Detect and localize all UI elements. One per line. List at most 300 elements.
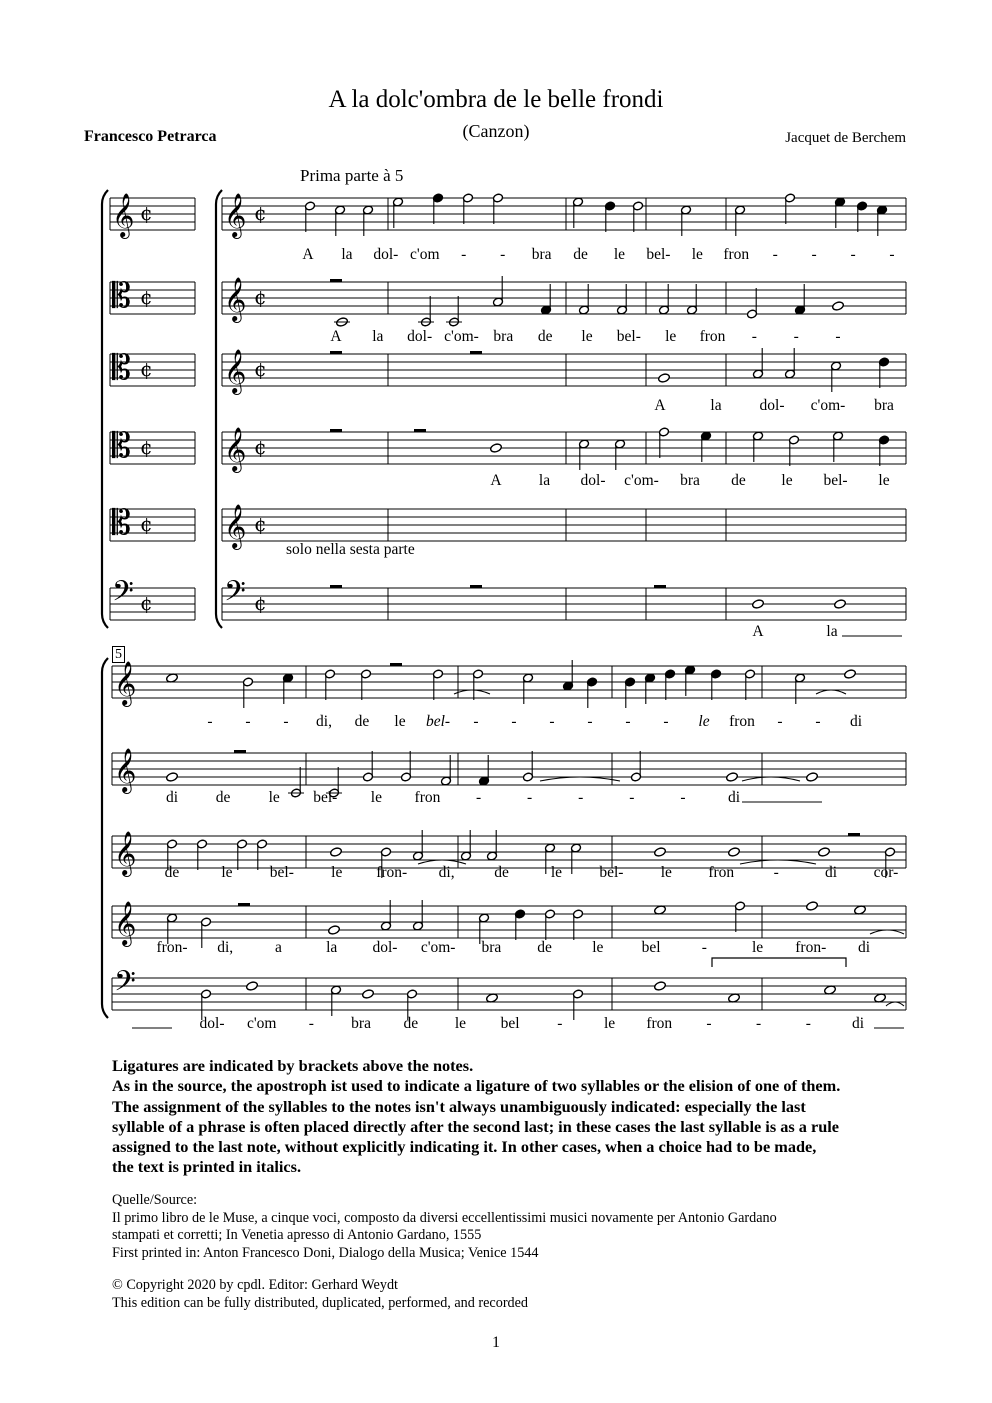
quarter-note [624,677,635,708]
lyric-syllable: de [573,246,588,263]
performance-direction: solo nella sesta parte [286,541,415,558]
copyright-info [112,1277,528,1312]
quarter-note [876,205,887,236]
half-note [324,669,335,700]
treble-clef: 𝄞 [114,661,137,705]
lyric-syllable: fron [729,713,755,730]
half-note [360,669,371,700]
lyrics-line [207,713,862,730]
half-note [400,751,411,782]
lyric-syllable: le [613,246,626,263]
staff [112,753,906,785]
lyric-syllable: A [330,328,342,345]
lyrics-line [490,472,889,489]
quarter-note [586,677,597,708]
lyric-syllable: la [372,328,384,345]
lyric-syllable: le [751,939,764,956]
half-note [680,205,691,236]
lyric-syllable: di [727,789,741,806]
lyric-syllable: - [557,1015,563,1032]
tie [742,777,800,781]
lyric-syllable: le [660,864,672,881]
lyric-syllable: - [811,246,817,263]
treble-clef: 𝄞 [114,748,137,792]
whole-rest [470,351,482,354]
quarter-note [478,755,489,786]
part-label: Prima parte à 5 [300,166,404,185]
quarter-note [700,431,711,462]
whole-note [328,925,341,936]
time-signature: ¢ [254,201,267,225]
lyric-syllable: - [283,713,289,730]
lyric-syllable: le [781,472,793,489]
c-clef-incipit: 𝄡 [112,503,131,543]
lyric-syllable: di [851,1015,865,1032]
treble-clef: 𝄞 [224,193,247,237]
half-note [784,348,795,379]
half-note [392,197,403,228]
notehead [752,599,765,610]
half-note [288,767,304,798]
half-note [734,205,745,236]
editorial-notes [112,1056,912,1178]
lyric-syllable: di, [217,939,234,956]
lyric-syllable: - [511,713,517,730]
half-note [486,830,497,861]
lyric-syllable: - [772,246,778,263]
tie [886,1002,904,1006]
lyric-syllable: le [698,713,710,730]
lyric-syllable: - [850,246,856,263]
half-note [734,901,745,932]
notehead [658,373,671,384]
lyric-syllable: di, [438,864,455,881]
staff [222,198,906,230]
poet-name: Francesco Petrarca [84,128,217,145]
lyric-syllable: la [538,472,551,489]
lyric-syllable: de [164,864,180,881]
staff [112,978,906,1010]
system-bracket [102,190,108,628]
lyric-syllable: fron- [376,864,408,881]
quarter-note [562,660,573,691]
lyric-syllable: bel- [599,864,624,881]
half-note [196,839,207,870]
notehead [330,847,343,858]
half-rest [330,279,342,282]
treble-clef: 𝄞 [114,901,137,945]
whole-rest [330,585,342,588]
time-signature: ¢ [254,435,267,459]
lyric-syllable: c'om [410,246,440,263]
lyric-syllable: le [592,939,604,956]
half-note [830,361,841,392]
notehead [844,669,857,680]
lyric-syllable: c'om- [624,472,659,489]
notehead [328,925,341,936]
quarter-note [540,284,551,315]
lyric-syllable: - [549,713,555,730]
quarter-note [432,193,443,224]
lyric-syllable: - [756,1015,762,1032]
lyric-syllable: c'om- [810,397,846,414]
time-signature: ¢ [140,201,153,225]
lyric-syllable: la [341,246,353,263]
half-note [492,193,503,224]
license-line: This edition can be fully distributed, duplicated, performed, and recorded [112,1294,529,1311]
half-note [492,276,503,307]
lyric-syllable: c'om- [420,939,456,956]
half-note [460,830,471,861]
lyric-syllable: fron [723,246,750,263]
lyric-syllable: - [805,1015,811,1032]
lyric-syllable: fron- [156,939,188,956]
ligature-bracket [712,958,846,967]
quarter-note [604,201,615,232]
lyric-syllable: bel- [313,789,338,806]
quarter-note [282,673,293,704]
lyric-syllable: di [165,789,179,806]
lyric-syllable: - [245,713,251,730]
treble-clef: 𝄞 [114,831,137,875]
lyric-syllable: A [752,623,764,640]
lyric-syllable: fron [414,789,441,806]
lyric-syllable: bra [531,246,552,263]
whole-note [654,847,667,858]
quarter-note [710,669,721,700]
lyric-syllable: - [308,1015,314,1032]
staff [222,509,906,541]
half-note [522,751,533,782]
lyric-syllable: le [454,1015,467,1032]
lyric-syllable: A [654,397,666,414]
lyric-syllable: - [475,789,482,806]
lyric-syllable: fron [708,864,735,881]
quarter-note [684,665,695,696]
bass-clef: 𝄢 [114,965,136,1005]
tie [816,690,846,694]
c-clef-incipit: 𝄡 [112,276,131,316]
lyric-syllable: - [706,1015,712,1032]
lyric-syllable: de [354,713,370,730]
treble-clef: 𝄞 [224,427,247,471]
lyric-syllable: - [461,246,467,263]
half-note [794,673,805,704]
half-note [330,985,341,1016]
whole-note [166,772,179,783]
note-line: As in the source, the apostroph ist used to indicate a ligature of two syllables or the elision of one of them. [112,1076,841,1096]
lyric-syllable: fron [646,1015,673,1032]
whole-note [334,317,350,328]
half-note [572,909,583,940]
whole-note [658,373,671,384]
lyric-syllable: bra [481,939,502,956]
f-clef-incipit: 𝄢 [112,575,134,615]
time-signature: ¢ [140,591,153,615]
staff [112,906,906,938]
notehead [834,599,847,610]
notehead [654,981,667,992]
whole-note [806,901,819,912]
lyric-syllable: - [207,713,213,730]
lyric-syllable: la [326,939,338,956]
quarter-note [878,357,889,388]
time-signature: ¢ [254,591,267,615]
system-bracket [216,190,222,628]
lyric-syllable: le [581,328,593,345]
lyric-syllable: - [680,789,686,806]
half-rest [848,833,860,836]
lyric-syllable: a [275,939,282,956]
half-note [418,296,434,327]
staff [222,354,906,386]
lyric-syllable: - [663,713,669,730]
lyric-syllable: A [302,246,314,263]
half-note [784,193,795,224]
half-note [236,839,247,870]
lyric-syllable: fron [699,328,726,345]
lyric-syllable: de [537,939,552,956]
source-line: First printed in: Anton Francesco Doni, Dialogo della Musica; Venice 1544 [112,1244,539,1261]
notehead [818,847,831,858]
whole-note [844,669,857,680]
lyric-syllable: bra [874,397,894,414]
lyric-syllable: le [878,472,890,489]
lyric-syllable: di, [316,713,332,730]
lyric-syllable: fron- [795,939,827,956]
quarter-note [856,201,867,232]
lyric-syllable: le [550,864,563,881]
lyric-syllable: di [857,939,871,956]
page-number: 1 [492,1334,500,1351]
half-note [578,439,589,470]
half-note [570,843,581,874]
lyric-syllable: - [815,713,821,730]
lyric-syllable: de [537,328,553,345]
half-note [522,673,533,704]
copyright-line: © Copyright 2020 by cpdl. Editor: Gerhard Weydt [112,1277,398,1293]
lyric-syllable: - [793,328,799,345]
half-note [686,284,697,315]
half-note [572,989,583,1020]
lyric-syllable: le [331,864,343,881]
notehead [490,443,503,454]
lyric-syllable: bel [500,1015,520,1032]
staff [222,588,906,620]
whole-note [834,599,847,610]
tie [454,690,490,694]
half-note [658,427,669,458]
half-note [630,751,641,782]
notehead [832,301,845,312]
lyric-syllable: - [587,713,593,730]
lyric-syllable: dol- [199,1015,225,1032]
half-note [746,288,757,319]
lyric-syllable: bel- [616,328,641,345]
whole-note [752,599,765,610]
lyric-syllable: di [825,864,838,881]
whole-note [362,989,375,1000]
lyric-syllable: dol- [372,939,398,956]
whole-note [818,847,831,858]
lyrics-line [654,397,894,414]
lyric-syllable: le [691,246,703,263]
lyrics-line [157,939,871,956]
lyric-syllable: - [751,328,757,345]
treble-clef: 𝄞 [224,504,247,548]
lyric-syllable: c'om [246,1015,277,1032]
notehead [726,772,739,783]
lyric-syllable: di [849,713,863,730]
half-note [242,677,253,708]
source-info [112,1192,912,1262]
half-note [832,431,843,462]
lyric-syllable: dol- [373,246,399,263]
treble-clef: 𝄞 [224,349,247,393]
tie [540,777,620,781]
half-note [380,900,391,931]
lyric-syllable: le [603,1015,616,1032]
notehead [728,847,741,858]
half-note [658,284,669,315]
half-note [446,296,462,327]
lyric-syllable: cor- [873,864,899,881]
half-note [572,197,583,228]
lyric-syllable: bra [680,472,700,489]
tie [870,930,904,934]
notehead [362,989,375,1000]
half-note [362,205,373,236]
note-line: assigned to the last note, without explicitly indicating it. In other cases, when a choice had to be made, [112,1137,817,1157]
g-clef-incipit: 𝄞 [112,193,135,237]
whole-note [246,981,259,992]
half-note [440,755,451,786]
lyric-syllable: - [773,864,779,881]
lyric-syllable: - [777,713,783,730]
quarter-note [878,435,889,466]
lyric-syllable: de [494,864,509,881]
c-clef-incipit: 𝄡 [112,348,131,388]
c-clef-incipit: 𝄡 [112,426,131,466]
notehead [654,847,667,858]
treble-clef: 𝄞 [224,277,247,321]
time-signature: ¢ [140,512,153,536]
half-note [578,284,589,315]
half-note [744,669,755,700]
note-line: The assignment of the syllables to the notes isn't always unambiguously indicated: especially the last [112,1096,806,1116]
lyric-syllable: bel- [425,713,451,730]
lyric-syllable: - [578,789,584,806]
whole-note [728,847,741,858]
lyric-syllable: dol- [759,397,785,414]
lyric-syllable: - [473,713,479,730]
lyric-syllable: la [710,397,722,414]
half-note [200,917,211,948]
time-signature: ¢ [254,512,267,536]
time-signature: ¢ [140,285,153,309]
half-note [304,201,315,232]
lyric-syllable: dol- [580,472,606,489]
bass-clef: 𝄢 [224,575,246,615]
source-heading: Quelle/Source: [112,1192,198,1208]
lyric-syllable: le [268,789,280,806]
lyric-syllable: - [629,789,635,806]
lyric-syllable: dol- [407,328,433,345]
note-line: syllable of a phrase is often placed directly after the second last; in these cases the last syllable is as a rule [112,1116,840,1136]
lyric-syllable: bel- [823,472,848,489]
whole-rest [654,585,666,588]
lyric-syllable: bra [351,1015,371,1032]
lyrics-line [165,864,899,881]
staff [112,666,906,698]
whole-rest [414,429,426,432]
page-title: A la dolc'ombra de le belle frondi [328,86,664,113]
note-line: Ligatures are indicated by brackets above the notes. [112,1056,474,1075]
lyric-syllable: c'om- [444,328,479,345]
whole-rest [470,585,482,588]
half-note [614,439,625,470]
lyrics-line [752,623,837,640]
lyrics-line [200,1015,865,1032]
lyric-syllable: de [731,472,746,489]
lyric-syllable: de [403,1015,419,1032]
half-note [544,909,555,940]
half-note [334,205,345,236]
lyrics-line [330,328,840,345]
half-note [432,669,443,700]
lyric-syllable: - [701,939,707,956]
lyric-syllable: le [394,713,406,730]
whole-rest [330,351,342,354]
lyric-syllable: le [370,789,382,806]
whole-note [654,981,667,992]
whole-note [726,772,739,783]
source-line: stampati et corretti; In Venetia apresso di Antonio Gardano, 1555 [112,1227,482,1244]
lyric-syllable: le [221,864,233,881]
lyric-syllable: la [826,623,838,640]
whole-note [490,443,503,454]
lyric-syllable: bel- [269,864,294,881]
lyric-syllable: le [665,328,677,345]
lyric-syllable: de [215,789,231,806]
half-note [362,751,373,782]
lyric-syllable: bel- [646,246,671,263]
page-subtitle: (Canzon) [462,121,530,141]
source-line: Il primo libro de le Muse, a cinque voci, composto da diversi eccellentissimi musici novamente per Antonio Gardano [112,1209,777,1226]
notehead [166,772,179,783]
half-note [752,431,763,462]
lyric-syllable: - [835,328,841,345]
measure-number: 5 [112,646,125,663]
half-note [256,839,267,870]
time-signature: ¢ [254,357,267,381]
half-note [632,201,643,232]
half-note [788,435,799,466]
half-note [412,900,423,931]
time-signature: ¢ [140,357,153,381]
time-signature: ¢ [254,285,267,309]
lyric-syllable: bra [493,328,514,345]
staff [222,432,906,464]
lyric-syllable: bel [641,939,661,956]
system-bracket [102,658,108,1018]
half-note [472,669,483,700]
half-note [462,193,473,224]
lyric-syllable: - [500,246,506,263]
whole-note [832,301,845,312]
quarter-note [664,669,675,700]
whole-rest [330,429,342,432]
